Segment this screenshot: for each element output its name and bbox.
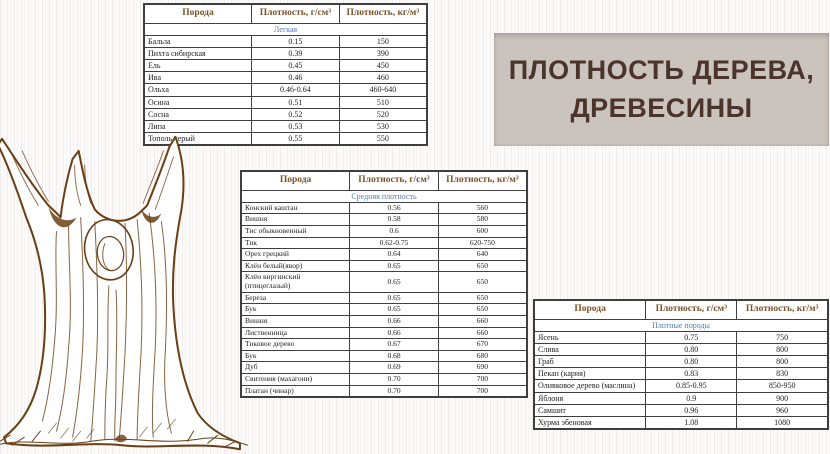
- category-label: Средняя плотность: [241, 190, 527, 202]
- table-row: [241, 327, 527, 339]
- density-gcm3-cell: 0.53: [252, 121, 340, 133]
- species-cell: Слива: [534, 343, 646, 355]
- density-kgm3-cell: 600: [438, 225, 527, 237]
- density-gcm3-cell: 0.70: [350, 374, 439, 386]
- density-kgm3-cell: 1080: [737, 417, 828, 430]
- density-kgm3-cell: 550: [339, 133, 427, 146]
- table-row: [241, 350, 527, 362]
- density-gcm3-cell: 0.80: [646, 343, 737, 355]
- category-row: [534, 319, 828, 331]
- density-kgm3-cell: 650: [438, 292, 527, 304]
- table-row: [534, 343, 828, 355]
- table-row: [534, 356, 828, 368]
- density-kgm3-cell: 460-640: [339, 84, 427, 96]
- table-row: [144, 47, 427, 59]
- density-kgm3-cell: 460: [339, 72, 427, 84]
- species-cell: Клён виргинский (птицеглазый): [241, 272, 350, 292]
- species-cell: Бальза: [144, 35, 252, 47]
- species-cell: Осина: [144, 96, 252, 108]
- table-row: [241, 214, 527, 226]
- table-row: [144, 72, 427, 84]
- species-cell: Вишня: [241, 214, 350, 226]
- density-kgm3-cell: 560: [438, 202, 527, 214]
- species-cell: Орех грецкий: [241, 249, 350, 261]
- density-gcm3-cell: 0.75: [646, 331, 737, 343]
- medium-density-woods-table: [240, 170, 528, 398]
- table-row: [241, 237, 527, 249]
- density-kgm3-cell: 450: [339, 60, 427, 72]
- density-gcm3-cell: 0.85-0.95: [646, 380, 737, 392]
- species-cell: Тиковое дерево: [241, 339, 350, 351]
- header-row: [241, 171, 527, 190]
- density-gcm3-cell: 0.46: [252, 72, 340, 84]
- density-kgm3-cell: 750: [737, 331, 828, 343]
- table-row: [144, 96, 427, 108]
- density-kgm3-cell: 670: [438, 339, 527, 351]
- table-row: [534, 417, 828, 430]
- category-row: [241, 190, 527, 202]
- density-kgm3-cell: 800: [737, 343, 828, 355]
- density-gcm3-cell: 0.62-0.75: [350, 237, 439, 249]
- category-label: Легкая: [144, 23, 427, 35]
- category-row: [144, 23, 427, 35]
- species-cell: Ольха: [144, 84, 252, 96]
- page-title-line2: ДРЕВЕСИНЫ: [570, 92, 753, 123]
- density-gcm3-cell: 0.68: [350, 350, 439, 362]
- species-cell: Сосна: [144, 108, 252, 120]
- title-plaque: [494, 33, 829, 146]
- table-row: [534, 331, 828, 343]
- density-kgm3-cell: 800: [737, 356, 828, 368]
- density-gcm3-cell: 0.69: [350, 362, 439, 374]
- table-row: [241, 315, 527, 327]
- species-column-header: Порода: [534, 300, 646, 319]
- density-gcm3-cell: 0.51: [252, 96, 340, 108]
- table-row: [241, 260, 527, 272]
- species-cell: Бук: [241, 350, 350, 362]
- density-kgm3-cell: 150: [339, 35, 427, 47]
- density-kgm3-cell: 620-750: [438, 237, 527, 249]
- density-gcm3-cell: 1.08: [646, 417, 737, 430]
- density-gcm3-cell: 0.83: [646, 368, 737, 380]
- density-kgm3-cell: 640: [438, 249, 527, 261]
- header-row: [534, 300, 828, 319]
- density-kgm3-cell: 680: [438, 350, 527, 362]
- density-gcm3-cell: 0.66: [350, 327, 439, 339]
- density-kgm3-cell: 510: [339, 96, 427, 108]
- species-cell: Граб: [534, 356, 646, 368]
- species-cell: Оливковое дерево (маслина): [534, 380, 646, 392]
- density-kgm3-cell: 530: [339, 121, 427, 133]
- table-row: [241, 292, 527, 304]
- density-kgm3-cell: 650: [438, 304, 527, 316]
- table-row: [241, 202, 527, 214]
- density-gcm3-cell: 0.39: [252, 47, 340, 59]
- density-gcm3-cell: 0.80: [646, 356, 737, 368]
- species-cell: Платан (чинар): [241, 385, 350, 397]
- density-gcm3-cell: 0.58: [350, 214, 439, 226]
- density-gcm3-cell: 0.70: [350, 385, 439, 397]
- density-gcm3-cell: 0.55: [252, 133, 340, 146]
- dense-woods-table: [533, 299, 829, 430]
- table-row: [144, 60, 427, 72]
- table-row: [534, 392, 828, 404]
- species-cell: Ель: [144, 60, 252, 72]
- density-gcm3-column-header: Плотность, г/см³: [252, 4, 340, 23]
- density-kgm3-cell: 580: [438, 214, 527, 226]
- table-row: [241, 304, 527, 316]
- density-gcm3-cell: 0.45: [252, 60, 340, 72]
- density-gcm3-cell: 0.6: [350, 225, 439, 237]
- species-cell: Клён белый(явор): [241, 260, 350, 272]
- table-row: [241, 362, 527, 374]
- table-row: [241, 225, 527, 237]
- table-row: [241, 272, 527, 292]
- tree-trunk-sketch-illustration: [0, 120, 248, 454]
- table-row: [534, 380, 828, 392]
- species-cell: Конский каштан: [241, 202, 350, 214]
- species-column-header: Порода: [144, 4, 252, 23]
- species-cell: Пекан (кария): [534, 368, 646, 380]
- density-kgm3-cell: 850-950: [737, 380, 828, 392]
- table-row: [534, 404, 828, 416]
- table-row: [144, 84, 427, 96]
- density-kgm3-cell: 660: [438, 327, 527, 339]
- density-gcm3-cell: 0.65: [350, 304, 439, 316]
- density-gcm3-cell: 0.52: [252, 108, 340, 120]
- density-gcm3-cell: 0.56: [350, 202, 439, 214]
- table-row: [144, 35, 427, 47]
- density-kgm3-cell: 900: [737, 392, 828, 404]
- density-gcm3-cell: 0.64: [350, 249, 439, 261]
- table-row: [241, 249, 527, 261]
- density-gcm3-column-header: Плотность, г/см³: [646, 300, 737, 319]
- table-row: [144, 108, 427, 120]
- species-cell: Ива: [144, 72, 252, 84]
- category-label: Плотные породы: [534, 319, 828, 331]
- species-cell: Ясень: [534, 331, 646, 343]
- species-cell: Свитения (махагони): [241, 374, 350, 386]
- density-gcm3-cell: 0.67: [350, 339, 439, 351]
- species-cell: Дуб: [241, 362, 350, 374]
- table-row: [241, 385, 527, 397]
- density-kgm3-cell: 700: [438, 374, 527, 386]
- density-kgm3-cell: 690: [438, 362, 527, 374]
- density-gcm3-cell: 0.46-0.64: [252, 84, 340, 96]
- density-kgm3-cell: 830: [737, 368, 828, 380]
- density-kgm3-cell: 660: [438, 315, 527, 327]
- species-cell: Хурма эбеновая: [534, 417, 646, 430]
- density-kgm3-column-header: Плотность, кг/м³: [339, 4, 427, 23]
- density-kgm3-column-header: Плотность, кг/м³: [438, 171, 527, 190]
- density-gcm3-cell: 0.96: [646, 404, 737, 416]
- species-cell: Бук: [241, 304, 350, 316]
- species-cell: Пихта сибирская: [144, 47, 252, 59]
- table-row: [241, 374, 527, 386]
- density-gcm3-cell: 0.65: [350, 260, 439, 272]
- density-kgm3-cell: 700: [438, 385, 527, 397]
- header-row: [144, 4, 427, 23]
- species-cell: Лиственница: [241, 327, 350, 339]
- density-kgm3-cell: 650: [438, 272, 527, 292]
- species-cell: Тик: [241, 237, 350, 249]
- species-cell: Тополь серый: [144, 133, 252, 146]
- density-kgm3-cell: 390: [339, 47, 427, 59]
- species-cell: Вишня: [241, 315, 350, 327]
- species-column-header: Порода: [241, 171, 350, 190]
- species-cell: Липа: [144, 121, 252, 133]
- species-cell: Самшит: [534, 404, 646, 416]
- density-kgm3-cell: 960: [737, 404, 828, 416]
- density-gcm3-cell: 0.65: [350, 292, 439, 304]
- density-gcm3-column-header: Плотность, г/см³: [350, 171, 439, 190]
- density-gcm3-cell: 0.65: [350, 272, 439, 292]
- table-row: [241, 339, 527, 351]
- density-kgm3-cell: 520: [339, 108, 427, 120]
- species-cell: Тис обыкновенный: [241, 225, 350, 237]
- species-cell: Береза: [241, 292, 350, 304]
- table-row: [534, 368, 828, 380]
- density-gcm3-cell: 0.15: [252, 35, 340, 47]
- density-kgm3-column-header: Плотность, кг/м³: [737, 300, 828, 319]
- density-gcm3-cell: 0.9: [646, 392, 737, 404]
- density-kgm3-cell: 650: [438, 260, 527, 272]
- page-title-line1: ПЛОТНОСТЬ ДЕРЕВА,: [508, 54, 815, 85]
- density-gcm3-cell: 0.66: [350, 315, 439, 327]
- species-cell: Яблоня: [534, 392, 646, 404]
